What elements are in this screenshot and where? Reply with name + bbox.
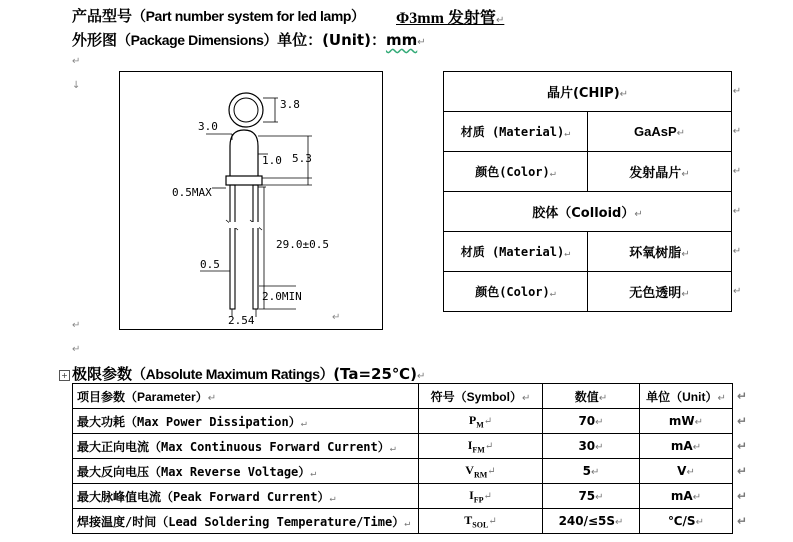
table-row: 最大脉峰值电流（Peak Forward Current）↵ $I_{FP}↵$ 75↵ mA↵ ↵: [73, 484, 752, 509]
value-cell: 240/≤5S↵: [543, 509, 640, 534]
package-line: 外形图（Package Dimensions）单位：(Unit)：mm↵: [72, 31, 426, 49]
led-lead-right: [253, 185, 258, 309]
symbol-cell: $P_M↵$: [419, 409, 543, 434]
colloid-color-label: 颜色(Color)↵: [444, 272, 588, 312]
dim-standoff: 2.0MIN: [262, 290, 302, 303]
package-label-en: （Package Dimensions）: [117, 32, 278, 48]
colloid-header-cell: 胶体（Colloid）↵: [444, 192, 732, 232]
paragraph-mark: ↵: [72, 320, 81, 331]
chip-colloid-table: 晶片(CHIP)↵ ↵ 材质 (Material)↵ GaAsP↵ ↵ 颜色(Color)↵ 发射晶片↵ ↵ 胶体（Colloid）↵ ↵ 材质 (Material)↵ 环氧树脂↵ ↵ 颜色(Color)↵ 无色透明↵ ↵: [443, 71, 743, 312]
value-cell: 75↵: [543, 484, 640, 509]
top-view-inner-circle: [234, 98, 258, 122]
ratings-title: 极限参数（Absolute Maximum Ratings）(Ta=25℃)↵: [72, 365, 426, 383]
package-drawing: [119, 71, 383, 330]
led-outline-svg: [120, 72, 382, 329]
dim-dome-height: 5.3: [292, 152, 312, 165]
header-parameter: 项目参数（Parameter）↵: [73, 384, 419, 409]
dim-diameter: 3.8: [280, 98, 300, 111]
unit-value: mm: [385, 31, 418, 49]
dim-pitch: 2.54: [228, 314, 255, 327]
package-label-zh: 外形图: [72, 31, 118, 49]
dim-body-width: 3.0: [198, 120, 218, 133]
chip-color-label: 颜色(Color)↵: [444, 152, 588, 192]
symbol-cell: $V_{RM}↵$: [419, 459, 543, 484]
header-value: 数值↵: [543, 384, 640, 409]
unit-cell: V↵: [640, 459, 733, 484]
colloid-material-label: 材质 (Material)↵: [444, 232, 588, 272]
unit-label: 单位：(Unit)：: [277, 31, 386, 49]
paragraph-mark: ↵: [332, 312, 341, 323]
paragraph-mark: ↵: [72, 56, 81, 67]
ratings-table: [72, 383, 752, 534]
dim-lead-width: 0.5: [200, 258, 220, 271]
unit-cell: mW↵: [640, 409, 733, 434]
param-cell: 最大功耗（Max Power Dissipation）↵: [73, 409, 419, 434]
chip-color-value: 发射晶片↵: [588, 152, 732, 192]
table-row: 最大反向电压（Max Reverse Voltage）↵ $V_{RM}↵$ 5↵ V↵ ↵: [73, 459, 752, 484]
header-symbol: 符号（Symbol）↵: [419, 384, 543, 409]
value-cell: 30↵: [543, 434, 640, 459]
table-row: 材质 (Material)↵ GaAsP↵ ↵: [444, 112, 743, 152]
paragraph-mark: ↓: [72, 80, 81, 91]
symbol-cell: $I_{FP}↵$: [419, 484, 543, 509]
table-row: 最大正向电流（Max Continuous Forward Current）↵ $I_{FM}↵$ 30↵ mA↵ ↵: [73, 434, 752, 459]
unit-cell: mA↵: [640, 484, 733, 509]
header-unit: 单位（Unit）↵: [640, 384, 733, 409]
table-row: 颜色(Color)↵ 发射晶片↵ ↵: [444, 152, 743, 192]
unit-cell: mA↵: [640, 434, 733, 459]
table-row: 焊接温度/时间（Lead Soldering Temperature/Time）↵ $T_{SOL}↵$ 240/≤5S↵ ℃/S↵ ↵: [73, 509, 752, 534]
led-dome: [230, 130, 258, 176]
unit-cell: ℃/S↵: [640, 509, 733, 534]
dim-flange-max: 0.5MAX: [172, 186, 212, 199]
ratings-title-cond: (Ta=25℃): [333, 365, 417, 383]
value-cell: 5↵: [543, 459, 640, 484]
chip-material-label: 材质 (Material)↵: [444, 112, 588, 152]
part-number-label-en: （Part number system for led lamp）: [132, 8, 365, 24]
table-move-handle-icon[interactable]: +: [59, 370, 70, 381]
part-number-label-zh: 产品型号: [72, 7, 133, 25]
led-flange: [226, 176, 262, 185]
part-number-line: [72, 5, 505, 27]
param-cell: 焊接温度/时间（Lead Soldering Temperature/Time）↵: [73, 509, 419, 534]
chip-header-cell: 晶片(CHIP)↵: [444, 72, 732, 112]
param-cell: 最大反向电压（Max Reverse Voltage）↵: [73, 459, 419, 484]
param-cell: 最大正向电流（Max Continuous Forward Current）↵: [73, 434, 419, 459]
symbol-cell: $I_{FM}↵$: [419, 434, 543, 459]
dim-lead-length: 29.0±0.5: [276, 238, 329, 251]
symbol-cell: $T_{SOL}↵$: [419, 509, 543, 534]
table-header-row: 项目参数（Parameter）↵ 符号（Symbol）↵ 数值↵ 单位（Unit）↵ ↵: [73, 384, 752, 409]
param-cell: 最大脉峰值电流（Peak Forward Current）↵: [73, 484, 419, 509]
ratings-title-en: （Absolute Maximum Ratings）: [132, 366, 334, 382]
chip-material-value: GaAsP↵: [588, 112, 732, 152]
ratings-title-zh: 极限参数: [72, 365, 133, 383]
colloid-material-value: 环氧树脂↵: [588, 232, 732, 272]
table-row: 材质 (Material)↵ 环氧树脂↵ ↵: [444, 232, 743, 272]
dim-flange: 1.0: [262, 154, 282, 167]
colloid-color-value: 无色透明↵: [588, 272, 732, 312]
led-lead-left: [230, 185, 235, 309]
paragraph-mark: ↵: [72, 344, 81, 355]
value-cell: 70↵: [543, 409, 640, 434]
table-row: 颜色(Color)↵ 无色透明↵ ↵: [444, 272, 743, 312]
table-row: 最大功耗（Max Power Dissipation）↵ $P_M↵$ 70↵ mW↵ ↵: [73, 409, 752, 434]
product-name: Φ3mm 发射管↵: [396, 10, 505, 27]
